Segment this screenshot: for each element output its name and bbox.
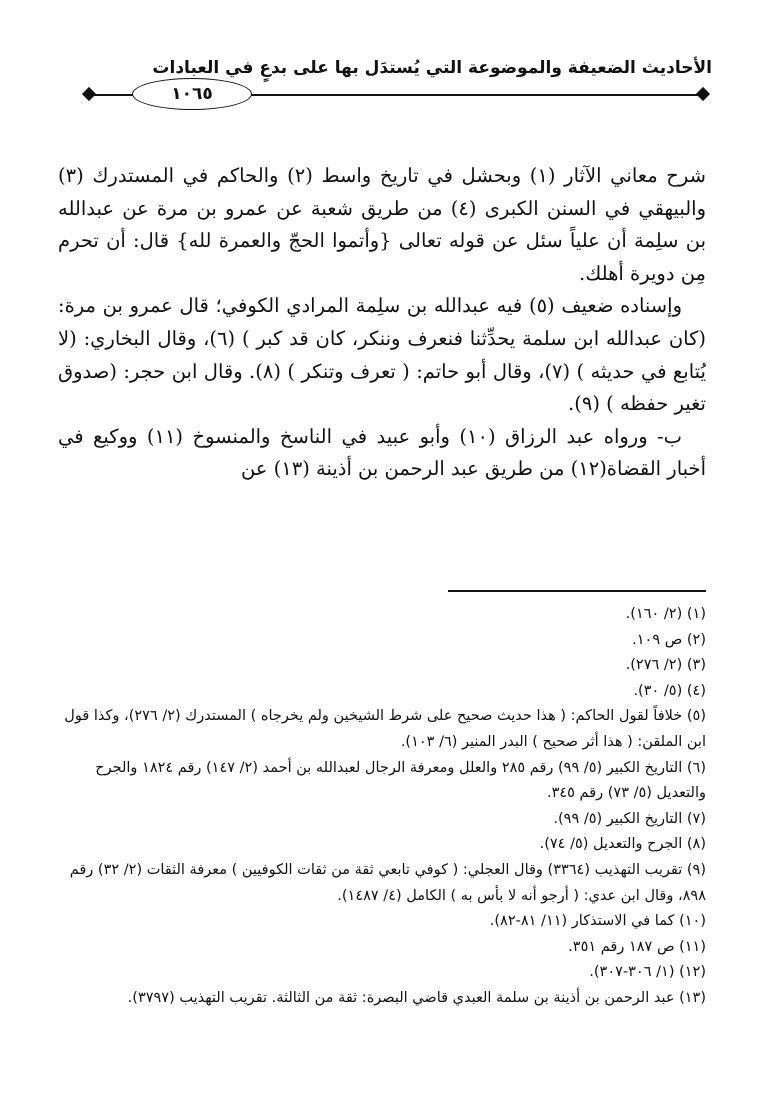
running-title: الأحاديث الضعيفة والموضوعة التي يُستدَل بها على بدعٍ في العبادات xyxy=(152,58,712,78)
footnote-1: (١) (٢/ ١٦٠). xyxy=(625,606,706,622)
paragraph-3: ب- ورواه عبد الرزاق (١٠) وأبو عبيد في الناسخ والمنسوخ (١١) ووكيع في أخبار القضاة(١٢) من طريق عبد الرحمن بن أذينة (١٣) عن xyxy=(58,424,706,481)
paragraph-1: شرح معاني الآثار (١) وبحشل في تاريخ واسط (٢) والحاكم في المستدرك (٣) والبيهقي في السنن الكبرى (٤) من طريق شعبة عن عمرو بن مرة عن عبدالله بن سلِمة أن علياً سئل عن قوله تعالى {وأتموا الحجّ والعمرة لله} قال: أن تحرم مِن دويرة أهلك. xyxy=(58,164,706,285)
footnote-10: (١٠) كما في الاستذكار (١١/ ٨١-٨٢). xyxy=(489,913,706,930)
footnote-separator xyxy=(448,590,706,592)
page-header xyxy=(80,56,712,116)
footnote-12: (١٢) (١/ ٣٠٦-٣٠٧). xyxy=(589,964,706,981)
footnote-3: (٣) (٢/ ٢٧٦). xyxy=(625,657,706,674)
footnote-5: (٥) خلافاً لقول الحاكم: ( هذا حديث صحيح على شرط الشيخين ولم يخرجاه ) المستدرك (٢/ ٢٧٦)، وكذا قول ابن الملقن: ( هذا أثر صحيح ) البدر المنير (٦/ ١٠٣). xyxy=(64,708,706,750)
main-text xyxy=(58,160,706,486)
footnote-8: (٨) الجرح والتعديل (٥/ ٧٤). xyxy=(539,836,706,853)
footnote-11: (١١) ص ١٨٧ رقم ٣٥١. xyxy=(568,938,706,955)
right-diamond-ornament xyxy=(696,87,710,101)
footnote-13: (١٣) عبد الرحمن بن أذينة بن سلمة العبدي قاضي البصرة: ثقة من الثالثة. تقريب التهذيب (٣٧٩٧). xyxy=(127,989,706,1006)
page-number: ١٠٦٥ xyxy=(132,78,252,110)
footnote-7: (٧) التاريخ الكبير (٥/ ٩٩). xyxy=(553,810,706,827)
footnote-9: (٩) تقريب التهذيب (٣٣٦٤) وقال العجلي: ( كوفي تابعي ثقة من ثقات الكوفيين ) معرفة الثقات (٢/ ٣٢) رقم ٨٩٨، وقال ابن عدي: ( أرجو أنه لا بأس به ) الكامل (٤/ ١٤٨٧). xyxy=(69,861,706,904)
footnote-4: (٤) (٥/ ٣٠). xyxy=(633,682,706,699)
left-diamond-ornament xyxy=(82,87,96,101)
paragraph-2: وإسناده ضعيف (٥) فيه عبدالله بن سلِمة المرادي الكوفي؛ قال عمرو بن مرة: (كان عبدالله ابن سلمة يحدِّثنا فنعرف وننكر، كان قد كبر ) (٦)، وقال البخاري: (لا يُتابع في حديثه ) (٧)، وقال أبو حاتم: ( تعرف وتنكر ) (٨). وقال ابن حجر: (صدوق تغير حفظه ) (٩). xyxy=(58,294,706,416)
footnote-6: (٦) التاريخ الكبير (٥/ ٩٩) رقم ٢٨٥ والعلل ومعرفة الرجال لعبدالله بن أحمد (٢/ ١٤٧) رقم ١٨٢٤ والجرح والتعديل (٥/ ٧٣) رقم ٣٤٥. xyxy=(95,759,706,802)
footnotes xyxy=(58,602,706,1012)
footnote-2: (٢) ص ١٠٩. xyxy=(632,631,706,648)
